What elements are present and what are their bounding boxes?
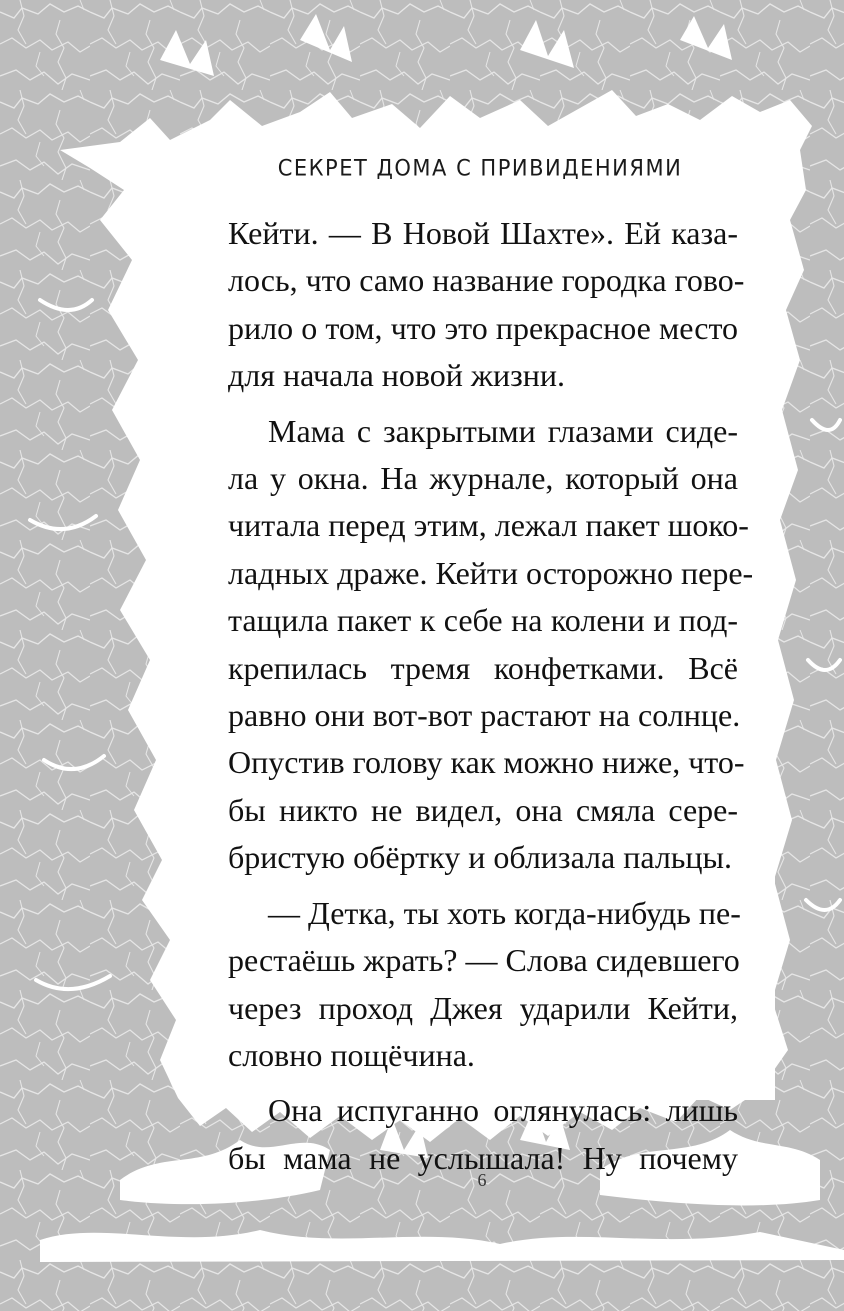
text-line: лось, что само название городка гово-: [228, 262, 745, 299]
text-line: — Детка, ты хоть когда-нибудь пе-: [268, 894, 741, 931]
paragraph-1: [228, 210, 745, 400]
text-line: тащила пакет к себе на колени и под-: [228, 602, 738, 639]
running-head: СЕКРЕТ ДОМА С ПРИВИДЕНИЯМИ: [277, 155, 683, 181]
text-line: для начала новой жизни.: [228, 357, 566, 394]
text-line: рестаёшь жрать? — Слова сидевшего: [228, 942, 740, 979]
text-line: ла у окна. На журнале, который она: [228, 460, 738, 497]
text-line: Мама с закрытыми глазами сиде-: [268, 412, 738, 449]
paragraph-3: [228, 890, 741, 1080]
text-line: крепилась тремя конфетками. Всё: [228, 649, 738, 686]
text-line: словно пощёчина.: [228, 1036, 475, 1073]
text-line: бы мама не услышала! Ну почему: [228, 1139, 738, 1176]
text-line: Кейти. — В Новой Шахте». Ей каза-: [228, 215, 738, 251]
body-text: [228, 210, 754, 1182]
text-line: Опустив голову как можно ниже, что-: [228, 744, 745, 781]
text-line: бристую обёртку и облизала пальцы.: [228, 839, 733, 876]
text-line: ладных драже. Кейти осторожно пере-: [228, 554, 754, 591]
text-line: Она испуганно оглянулась: лишь: [268, 1092, 738, 1129]
text-line: через проход Джея ударили Кейти,: [228, 989, 738, 1026]
text-line: бы никто не видел, она смяла сере-: [228, 791, 738, 828]
page-number: 6: [477, 1170, 487, 1190]
paragraph-2: [228, 408, 754, 882]
text-line: равно они вот-вот растают на солнце.: [228, 697, 741, 734]
text-line: рило о том, что это прекрасное место: [228, 309, 738, 346]
text-line: читала перед этим, лежал пакет шоко-: [228, 507, 749, 544]
paragraph-4: [228, 1087, 738, 1182]
